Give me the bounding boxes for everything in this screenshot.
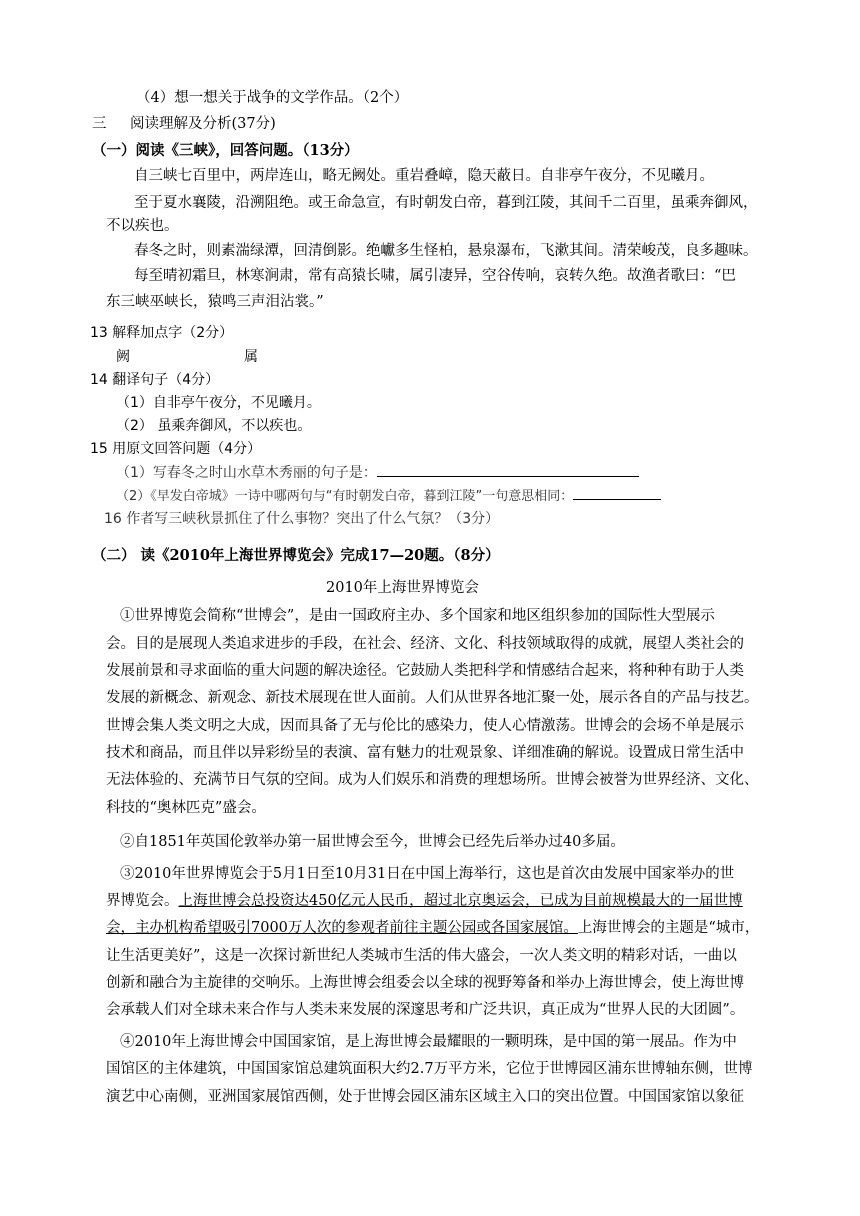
section-heading: 阅读理解及分析(37分) (130, 116, 276, 132)
part1-title: （一）阅读《三峡》，回答问题。（13分） (92, 142, 359, 159)
q15-item-2-text: （2）《早发白帝城》一诗中哪两句与“有时朝发白帝，暮到江陵”一句意思相同： (116, 489, 574, 504)
q13-word-1: 阙 (116, 349, 130, 365)
sanxia-para-4: 每至晴初霜旦，林寒涧肃，常有高猿长啸，属引凄异，空谷传响，哀转久绝。故渔者歌曰：“巴 (134, 268, 736, 284)
q15-item-1 (116, 462, 639, 483)
article-para-1-line: 发展的新概念、新观念、新技术展现在世人面前。人们从世界各地汇聚一处，展示各自的产品与技艺。 (106, 690, 759, 706)
sanxia-para-2-cont: 不以疾也。 (106, 218, 179, 234)
article-para-1-line: ①世界博览会简称“世博会”，是由一国政府主办、多个国家和地区组织参加的国际性大型展示 (120, 608, 715, 624)
article-text: 上海世博会的主题是“城市， (577, 920, 760, 936)
sanxia-para-4-cont: 东三峡巫峡长，猿鸣三声泪沾裳。” (106, 294, 324, 310)
article-para-1-line: 技术和商品，而且伴以异彩纷呈的表演、富有魅力的壮观景象、详细准确的解说。设置成日常生活中 (106, 745, 744, 761)
article-para-1-line: 会。目的是展现人类追求进步的手段，在社会、经济、文化、科技领域取得的成就，展望人类社会的 (106, 636, 744, 652)
answer-blank[interactable] (573, 485, 661, 500)
article-para-3-line: 创新和融合为主旋律的交响乐。上海世博会组委会以全球的视野筹备和举办上海世博会，使上海世博 (106, 975, 744, 991)
article-para-3-line (106, 891, 743, 911)
underlined-sentence: 会，主办机构希望吸引7000万人次的参观者前往主题公园或各国家展馆。 (106, 920, 578, 936)
article-para-4-line: 国馆区的主体建筑，中国国家馆总建筑面积大约2.7万平方米，它位于世博园区浦东世博轴东侧，世博 (106, 1061, 753, 1077)
article-text: 界博览会。 (106, 893, 179, 909)
q14-item-2: （2） 虽乘奔御风，不以疾也。 (116, 418, 312, 434)
question-14: 14 翻译句子（4分） (90, 372, 220, 388)
article-para-3-line: 会承载人们对全球未来合作与人类未来发展的深邃思考和广泛共识，真正成为“世界人民的大团圆”。 (106, 1002, 745, 1018)
article-title: 2010年上海世界博览会 (326, 580, 479, 596)
section-number: 三 (92, 116, 107, 132)
article-para-1-line: 无法体验的、充满节日气氛的空间。成为人们娱乐和消费的理想场所。世博会被誉为世界经济、文化、 (106, 772, 759, 788)
question-13: 13 解释加点字（2分） (90, 325, 234, 341)
q14-item-1: （1）自非亭午夜分，不见曦月。 (116, 395, 321, 411)
sanxia-para-2: 至于夏水襄陵，沿溯阻绝。或王命急宣，有时朝发白帝，暮到江陵，其间千二百里，虽乘奔御风， (134, 195, 758, 211)
answer-blank[interactable] (377, 462, 639, 477)
article-para-1-line: 世博会集人类文明之大成，因而具备了无与伦比的感染力，使人心情激荡。世博会的会场不单是展示 (106, 718, 744, 734)
article-para-3-line: ③2010年世界博览会于5月1日至10月31日在中国上海举行，这也是首次由发展中国家举办的世 (120, 866, 735, 882)
part2-title: （二） 读《2010年上海世界博览会》完成17—20题。（8分） (92, 547, 500, 564)
sanxia-para-3: 春冬之时，则素湍绿潭，回清倒影。绝巘多生怪柏，悬泉瀑布，飞漱其间。清荣峻茂，良多趣味。 (134, 243, 758, 259)
question-16: 16 作者写三峡秋景抓住了什么事物？突出了什么气氛？（3分） (104, 511, 500, 527)
article-para-3-line: 让生活更美好”，这是一次探讨新世纪人类城市生活的伟大盛会，一次人类文明的精彩对话，一曲以 (106, 948, 737, 964)
question-4: （4）想一想关于战争的文学作品。（2个） (136, 90, 409, 106)
q15-item-1-text: （1）写春冬之时山水草木秀丽的句子是： (116, 465, 377, 481)
underlined-sentence: 上海世博会总投资达450亿元人民币，超过北京奥运会，已成为目前规模最大的一届世博 (178, 893, 743, 909)
article-para-4-line: 演艺中心南侧，亚洲国家展馆西侧，处于世博会园区浦东区域主入口的突出位置。中国国家馆以象征 (106, 1089, 744, 1105)
q15-item-2 (116, 485, 661, 507)
question-15: 15 用原文回答问题（4分） (90, 441, 262, 457)
q13-word-2: 属 (244, 349, 258, 365)
sanxia-para-1: 自三峡七百里中，两岸连山，略无阙处。重岩叠嶂，隐天蔽日。自非亭午夜分，不见曦月。 (134, 168, 714, 184)
article-para-2: ②自1851年英国伦敦举办第一届世博会至今，世博会已经先后举办过40多届。 (120, 834, 625, 850)
article-para-1-line: 发展前景和寻求面临的重大问题的解决途径。它鼓励人类把科学和情感结合起来，将种种有助于人类 (106, 663, 744, 679)
article-para-1-line: 科技的“奥林匹克”盛会。 (106, 800, 266, 816)
article-para-3-line (106, 918, 759, 938)
article-para-4-line: ④2010年上海世博会中国国家馆，是上海世博会最耀眼的一颗明珠，是中国的第一展品。作为中 (120, 1034, 737, 1050)
